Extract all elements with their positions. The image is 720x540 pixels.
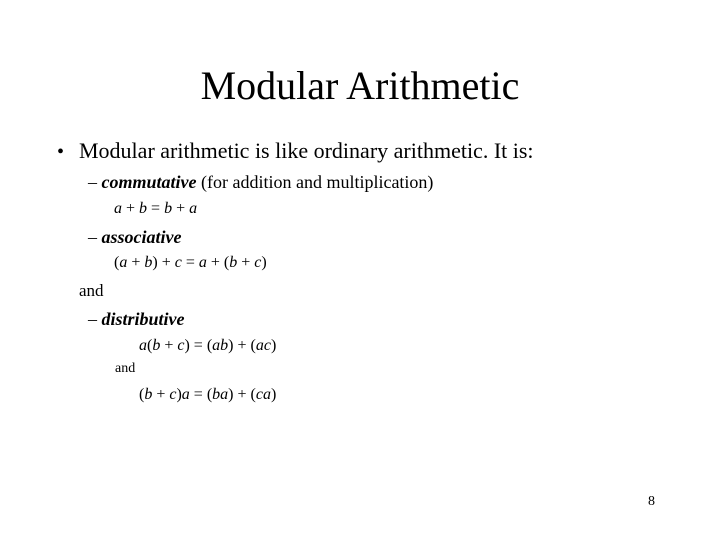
formula-var: a	[119, 254, 128, 271]
dash-icon: –	[88, 227, 102, 247]
formula-var: b	[139, 200, 148, 217]
formula-var: a	[139, 337, 147, 354]
formula-op: ) +	[152, 254, 175, 271]
formula-var: c	[254, 254, 262, 271]
formula-op: ) + (	[228, 337, 256, 354]
formula-var: c	[177, 337, 185, 354]
formula-var: b	[164, 200, 173, 217]
slide-title: Modular Arithmetic	[200, 63, 520, 108]
formula-op: )	[270, 337, 277, 354]
formula-var: ba	[212, 386, 229, 403]
formula-var: b	[144, 254, 153, 271]
associative-term: associative	[101, 227, 182, 247]
formula-op: +	[127, 254, 145, 271]
formula-var: a	[114, 200, 122, 217]
formula-op: )	[176, 386, 182, 403]
distributive-formula-2	[139, 385, 276, 405]
formula-var: c	[174, 254, 182, 271]
bullet-dot-icon: •	[57, 141, 65, 163]
formula-var: ac	[255, 337, 271, 354]
bullet-text: Modular arithmetic is like ordinary arithmetic. It is:	[79, 138, 534, 163]
formula-op: )	[270, 386, 277, 403]
dash-icon: –	[88, 309, 102, 329]
distributive-term: distributive	[101, 309, 185, 329]
formula-op: ) = (	[184, 337, 213, 354]
formula-op: +	[152, 386, 170, 403]
formula-op: ) + (	[228, 386, 256, 403]
page-number: 8	[648, 494, 655, 509]
formula-var: a	[198, 254, 207, 271]
formula-var: a	[189, 200, 198, 217]
commutative-item	[88, 171, 433, 193]
formula-op: +	[122, 200, 140, 217]
formula-var: ca	[255, 386, 271, 403]
formula-var: b	[229, 254, 238, 271]
and-text: and	[79, 281, 104, 300]
formula-op: )	[261, 254, 267, 271]
commutative-note: (for addition and multiplication)	[200, 172, 434, 192]
formula-var: c	[169, 386, 177, 403]
formula-var: b	[152, 337, 161, 354]
formula-op: = (	[189, 386, 213, 403]
formula-var: ab	[212, 337, 229, 354]
and-text-small: and	[115, 361, 136, 376]
associative-formula	[114, 253, 267, 273]
distributive-formula-1	[139, 336, 276, 356]
commutative-term: commutative	[101, 172, 197, 192]
formula-op: +	[160, 337, 178, 354]
formula-op: +	[237, 254, 255, 271]
formula-var: a	[181, 386, 190, 403]
formula-op: + (	[206, 254, 230, 271]
formula-var: b	[144, 386, 153, 403]
formula-op: +	[172, 200, 190, 217]
associative-item	[88, 226, 181, 248]
formula-op: (	[147, 337, 153, 354]
commutative-formula	[114, 199, 197, 219]
dash-icon: –	[88, 172, 102, 192]
formula-op: (	[139, 386, 145, 403]
formula-op: (	[114, 254, 120, 271]
formula-op: =	[147, 200, 165, 217]
formula-op: =	[181, 254, 199, 271]
distributive-item	[88, 308, 185, 330]
